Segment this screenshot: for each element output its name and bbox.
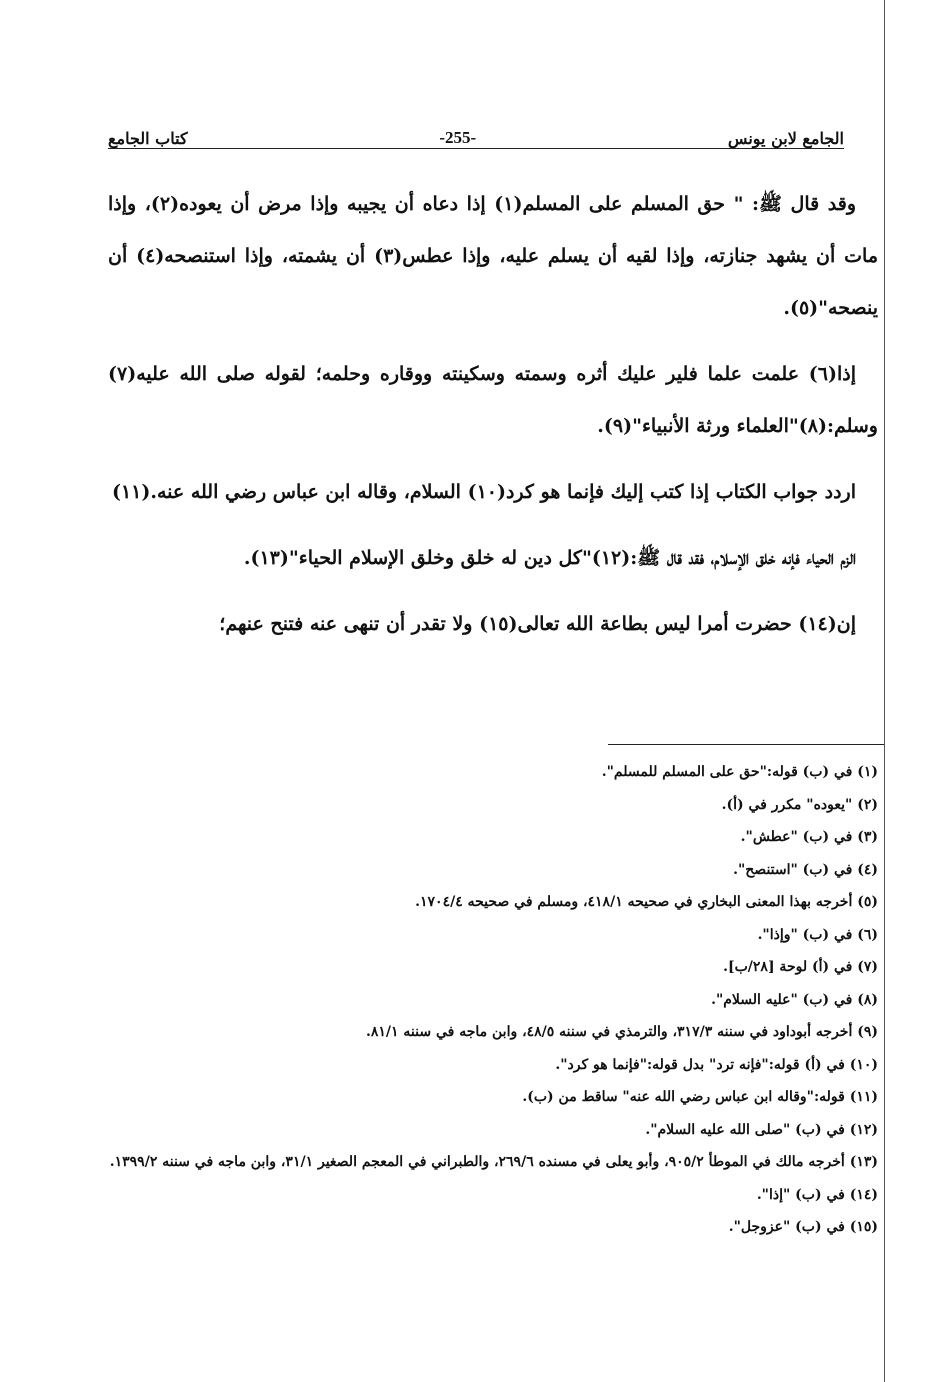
paragraph: إن(١٤) حضرت أمرا ليس بطاعة الله تعالى(١٥) ولا تقدر أن تنهى عنه فتنح عنهم؛	[219, 613, 856, 635]
footnote: (٥) أخرجه بهذا المعنى البخاري في صحيحه ٤١٨/١، ومسلم في صحيحه ١٧٠٤/٤.	[415, 894, 878, 910]
footnote: (٤) في (ب) "استنصح".	[733, 861, 878, 878]
paragraph: الزم الحياء فإنه خلق الإسلام، فقد قال ﷺ:(١٢)"كل دين له خلق وخلق الإسلام الحياء"(١٣).	[243, 547, 856, 569]
footnotes	[100, 756, 882, 1244]
footnote: (١٥) في (ب) "عزوجل".	[728, 1219, 878, 1235]
footnote: (١٠) في (أ) قوله:"فإنه ترد" بدل قوله:"فإنما هو كرد".	[555, 1056, 878, 1073]
running-header	[108, 112, 844, 149]
footnote: (١٢) في (ب) "صلى الله عليه السلام".	[645, 1121, 878, 1138]
footnote: (٣) في (ب) "عطش".	[740, 829, 878, 845]
paragraph: إذا(٦) علمت علما فلير عليك أثره وسمته وسكينته ووقاره وحلمه؛ لقوله صلى الله عليه(٧) وسلم:(٨)"العلماء ورثة الأنبياء"(٩).	[108, 363, 878, 437]
header-book-title: الجامع لابن يونس	[727, 129, 844, 148]
main-text	[108, 178, 878, 664]
footnote-divider	[608, 744, 884, 745]
header-chapter-title: كتاب الجامع	[108, 129, 188, 148]
paragraph: اردد جواب الكتاب إذا كتب إليك فإنما هو كرد(١٠) السلام، وقاله ابن عباس رضي الله عنه.(١١)	[111, 481, 856, 503]
footnote: (٨) في (ب) "عليه السلام".	[711, 991, 878, 1008]
footnote: (١٣) أخرجه مالك في الموطأ ٩٠٥/٢، وأبو يعلى في مسنده ٢٦٩/٦، والطبراني في المعجم الصغير ٣١/١، وابن ماجه في سننه ١٣٩٩/٢.	[109, 1154, 878, 1170]
paragraph: وقد قال ﷺ: " حق المسلم على المسلم(١) إذا دعاه أن يجيبه وإذا مرض أن يعوده(٢)، وإذا مات أن يشهد جنازته، وإذا لقيه أن يسلم عليه، وإذا عطس(٣) أن يشمته، وإذا استنصحه(٤) أن ينصحه"(٥).	[108, 193, 878, 319]
footnote: (٧) في (أ) لوحة [٢٨/ب].	[723, 959, 878, 975]
page-edge-line	[884, 0, 885, 1382]
page-number: -255-	[439, 128, 477, 147]
footnote: (١) في (ب) قوله:"حق على المسلم للمسلم".	[601, 764, 878, 780]
footnote: (٩) أخرجه أبوداود في سننه ٣١٧/٣، والترمذي في سننه ٤٨/٥، وابن ماجه في سننه ٨١/١.	[366, 1024, 878, 1040]
footnote: (٢) "يعوده" مكرر في (أ).	[721, 796, 878, 813]
footnote: (١١) قوله:"وقاله ابن عباس رضي الله عنه" ساقط من (ب).	[522, 1089, 878, 1105]
footnote: (٦) في (ب) "وإذا".	[757, 926, 878, 943]
footnote: (١٤) في (ب) "إذا".	[756, 1186, 878, 1203]
